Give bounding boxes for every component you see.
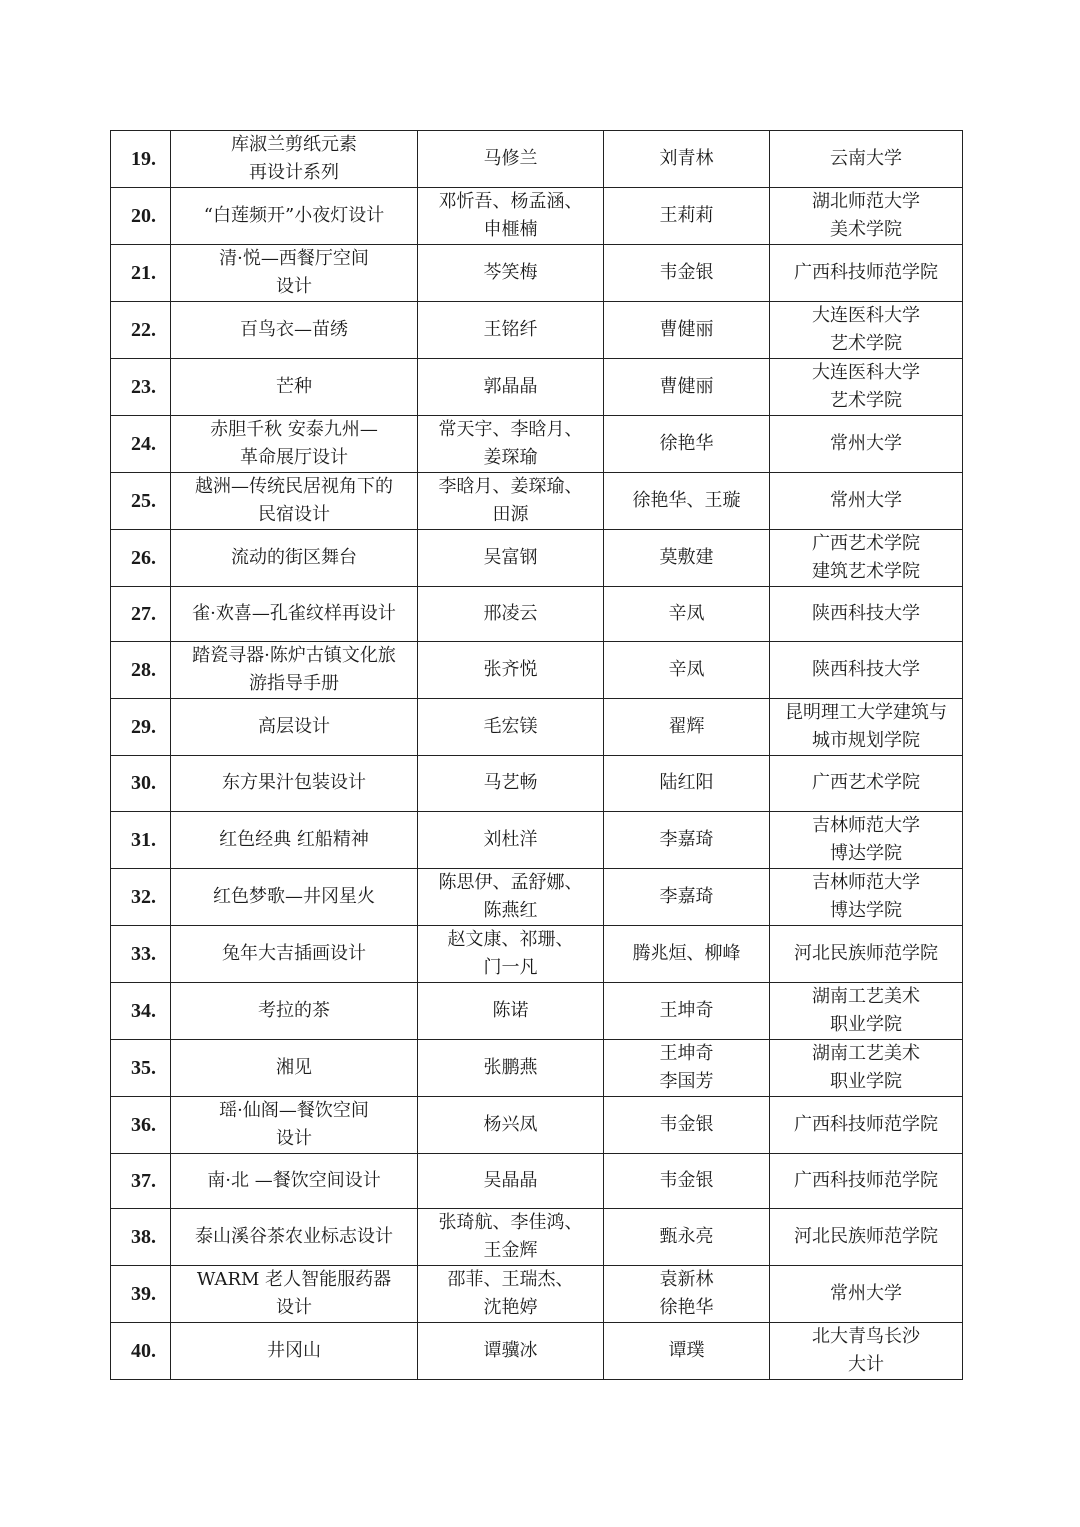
work-title-cell: 东方果汁包装设计 (171, 756, 418, 811)
row-number-cell: 30. (111, 756, 171, 811)
school-cell: 云南大学 (770, 131, 963, 188)
work-title-cell: 赤胆千秋 安泰九州— 革命展厅设计 (171, 416, 418, 473)
row-number-cell: 34. (111, 982, 171, 1039)
row-number-cell: 40. (111, 1322, 171, 1379)
school-cell: 常州大学 (770, 1265, 963, 1322)
tutor-cell: 曹健丽 (604, 302, 770, 359)
table-row (111, 1208, 963, 1265)
work-title-cell: 考拉的茶 (171, 982, 418, 1039)
authors-cell: 吴富钢 (418, 530, 604, 587)
school-cell: 吉林师范大学 博达学院 (770, 868, 963, 925)
table-row (111, 1265, 963, 1322)
row-number-cell: 35. (111, 1039, 171, 1096)
work-title-cell: 湘见 (171, 1039, 418, 1096)
tutor-cell: 韦金银 (604, 1153, 770, 1208)
table-row (111, 530, 963, 587)
work-title-cell: 南·北 —餐饮空间设计 (171, 1153, 418, 1208)
tutor-cell: 曹健丽 (604, 359, 770, 416)
school-cell: 常州大学 (770, 473, 963, 530)
tutor-cell: 莫敷建 (604, 530, 770, 587)
school-cell: 湖南工艺美术 职业学院 (770, 1039, 963, 1096)
table-row (111, 416, 963, 473)
authors-cell: 马修兰 (418, 131, 604, 188)
school-cell: 湖南工艺美术 职业学院 (770, 982, 963, 1039)
row-number-cell: 27. (111, 587, 171, 642)
work-title-cell: 瑶·仙阁—餐饮空间 设计 (171, 1096, 418, 1153)
school-cell: 广西艺术学院 建筑艺术学院 (770, 530, 963, 587)
row-number-cell: 21. (111, 245, 171, 302)
school-cell: 广西科技师范学院 (770, 245, 963, 302)
table-row (111, 302, 963, 359)
work-title-cell: 高层设计 (171, 699, 418, 756)
tutor-cell: 李嘉琦 (604, 811, 770, 868)
row-number-cell: 19. (111, 131, 171, 188)
row-number-cell: 20. (111, 188, 171, 245)
table-row (111, 1039, 963, 1096)
table-row (111, 756, 963, 811)
award-list-table (110, 130, 963, 1380)
row-number-cell: 29. (111, 699, 171, 756)
row-number-cell: 37. (111, 1153, 171, 1208)
tutor-cell: 韦金银 (604, 1096, 770, 1153)
tutor-cell: 徐艳华、王璇 (604, 473, 770, 530)
authors-cell: 张鹏燕 (418, 1039, 604, 1096)
tutor-cell: 李嘉琦 (604, 868, 770, 925)
school-cell: 大连医科大学 艺术学院 (770, 302, 963, 359)
authors-cell: 常天宇、李晗月、 姜琛瑜 (418, 416, 604, 473)
table-row (111, 1096, 963, 1153)
row-number-cell: 39. (111, 1265, 171, 1322)
table-row (111, 925, 963, 982)
table-row (111, 699, 963, 756)
tutor-cell: 韦金银 (604, 245, 770, 302)
table-row (111, 982, 963, 1039)
authors-cell: 陈诺 (418, 982, 604, 1039)
school-cell: 河北民族师范学院 (770, 925, 963, 982)
row-number-cell: 23. (111, 359, 171, 416)
tutor-cell: 辛凤 (604, 642, 770, 699)
school-cell: 陕西科技大学 (770, 587, 963, 642)
authors-cell: 邓忻吾、杨孟涵、 申榧楠 (418, 188, 604, 245)
table-row (111, 188, 963, 245)
table-row (111, 868, 963, 925)
work-title-cell: 越洲—传统民居视角下的 民宿设计 (171, 473, 418, 530)
row-number-cell: 38. (111, 1208, 171, 1265)
authors-cell: 马艺畅 (418, 756, 604, 811)
school-cell: 广西科技师范学院 (770, 1153, 963, 1208)
row-number-cell: 26. (111, 530, 171, 587)
work-title-cell: 百鸟衣—苗绣 (171, 302, 418, 359)
table-row (111, 131, 963, 188)
authors-cell: 王铭纤 (418, 302, 604, 359)
work-title-cell: 兔年大吉插画设计 (171, 925, 418, 982)
work-title-cell: 库淑兰剪纸元素 再设计系列 (171, 131, 418, 188)
authors-cell: 张齐悦 (418, 642, 604, 699)
authors-cell: 李晗月、姜琛瑜、 田源 (418, 473, 604, 530)
table-row (111, 1153, 963, 1208)
tutor-cell: 王坤奇 李国芳 (604, 1039, 770, 1096)
tutor-cell: 王莉莉 (604, 188, 770, 245)
row-number-cell: 22. (111, 302, 171, 359)
work-title-cell: 泰山溪谷茶农业标志设计 (171, 1208, 418, 1265)
row-number-cell: 25. (111, 473, 171, 530)
tutor-cell: 徐艳华 (604, 416, 770, 473)
authors-cell: 张琦航、李佳鸿、 王金辉 (418, 1208, 604, 1265)
work-title-cell: 芒种 (171, 359, 418, 416)
tutor-cell: 刘青林 (604, 131, 770, 188)
school-cell: 吉林师范大学 博达学院 (770, 811, 963, 868)
row-number-cell: 36. (111, 1096, 171, 1153)
school-cell: 常州大学 (770, 416, 963, 473)
school-cell: 广西科技师范学院 (770, 1096, 963, 1153)
school-cell: 北大青鸟长沙 大计 (770, 1322, 963, 1379)
table-body (111, 131, 963, 1380)
authors-cell: 陈思伊、孟舒娜、 陈燕红 (418, 868, 604, 925)
authors-cell: 谭骥冰 (418, 1322, 604, 1379)
tutor-cell: 王坤奇 (604, 982, 770, 1039)
table-row (111, 587, 963, 642)
row-number-cell: 33. (111, 925, 171, 982)
work-title-cell: 踏瓷寻器·陈炉古镇文化旅 游指导手册 (171, 642, 418, 699)
work-title-cell: 流动的街区舞台 (171, 530, 418, 587)
table-row (111, 811, 963, 868)
authors-cell: 赵文康、祁珊、 门一凡 (418, 925, 604, 982)
work-title-cell: “白莲频开”小夜灯设计 (171, 188, 418, 245)
row-number-cell: 31. (111, 811, 171, 868)
work-title-cell: 清·悦—西餐厅空间 设计 (171, 245, 418, 302)
tutor-cell: 陆红阳 (604, 756, 770, 811)
work-title-cell: 红色梦歌—井冈星火 (171, 868, 418, 925)
work-title-cell: 红色经典 红船精神 (171, 811, 418, 868)
tutor-cell: 谭璞 (604, 1322, 770, 1379)
authors-cell: 邵菲、王瑞杰、 沈艳婷 (418, 1265, 604, 1322)
school-cell: 河北民族师范学院 (770, 1208, 963, 1265)
table-row (111, 359, 963, 416)
school-cell: 大连医科大学 艺术学院 (770, 359, 963, 416)
school-cell: 陕西科技大学 (770, 642, 963, 699)
row-number-cell: 28. (111, 642, 171, 699)
authors-cell: 芩笑梅 (418, 245, 604, 302)
authors-cell: 吴晶晶 (418, 1153, 604, 1208)
authors-cell: 刘杜洋 (418, 811, 604, 868)
table-row (111, 245, 963, 302)
school-cell: 广西艺术学院 (770, 756, 963, 811)
tutor-cell: 袁新林 徐艳华 (604, 1265, 770, 1322)
row-number-cell: 32. (111, 868, 171, 925)
tutor-cell: 腾兆烜、柳峰 (604, 925, 770, 982)
table-row (111, 642, 963, 699)
tutor-cell: 辛凤 (604, 587, 770, 642)
school-cell: 湖北师范大学 美术学院 (770, 188, 963, 245)
table-row (111, 1322, 963, 1379)
tutor-cell: 翟辉 (604, 699, 770, 756)
authors-cell: 邢凌云 (418, 587, 604, 642)
work-title-cell: 雀·欢喜—孔雀纹样再设计 (171, 587, 418, 642)
table-row (111, 473, 963, 530)
row-number-cell: 24. (111, 416, 171, 473)
authors-cell: 郭晶晶 (418, 359, 604, 416)
work-title-cell: 井冈山 (171, 1322, 418, 1379)
award-list-table-container (110, 130, 962, 1380)
work-title-cell: WARM 老人智能服药器 设计 (171, 1265, 418, 1322)
authors-cell: 杨兴凤 (418, 1096, 604, 1153)
authors-cell: 毛宏镁 (418, 699, 604, 756)
school-cell: 昆明理工大学建筑与 城市规划学院 (770, 699, 963, 756)
tutor-cell: 甄永亮 (604, 1208, 770, 1265)
